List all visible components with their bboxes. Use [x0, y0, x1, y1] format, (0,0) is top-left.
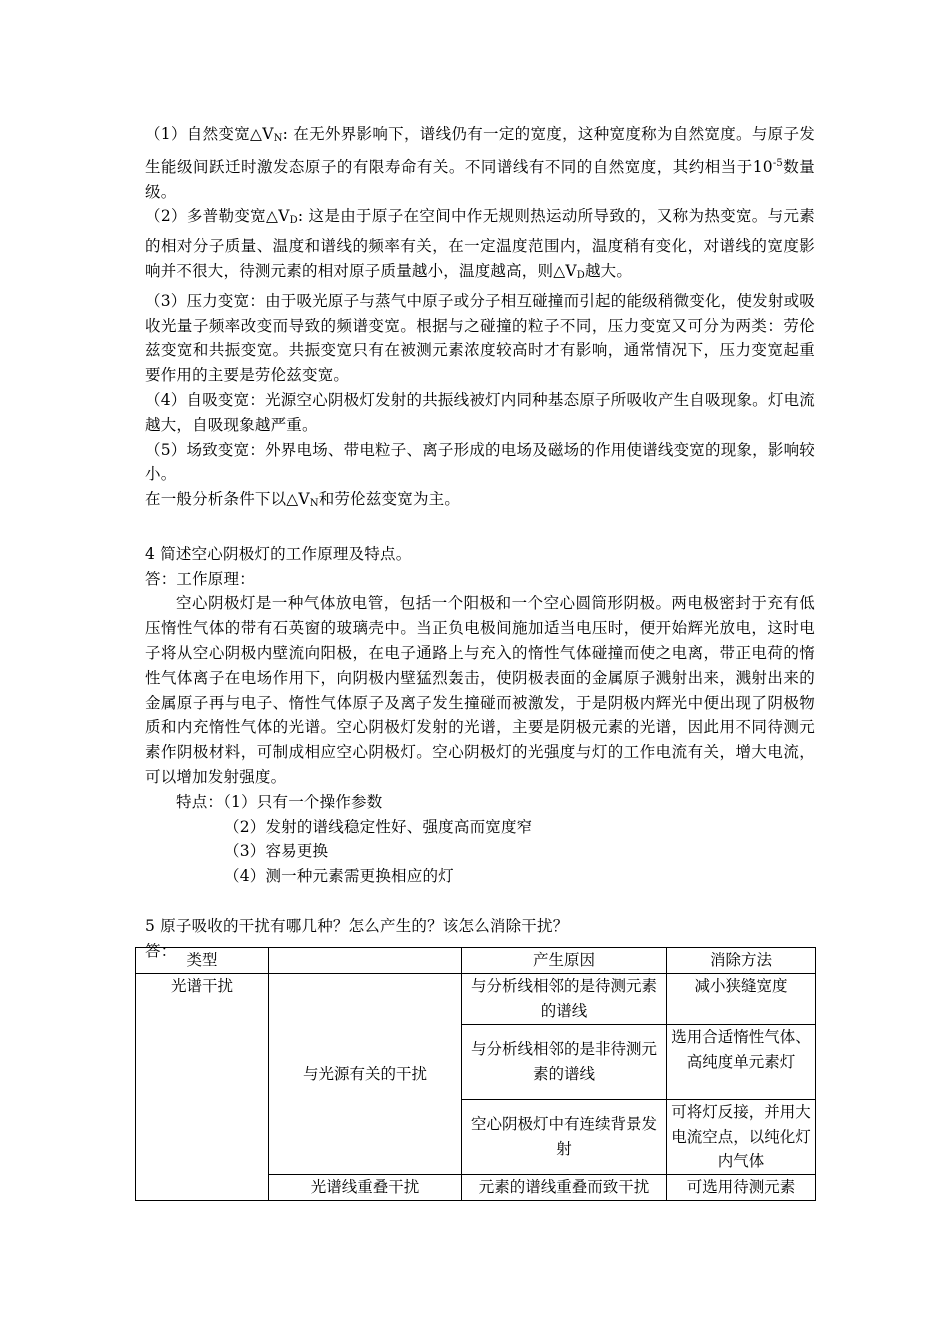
- table-cell-cause: 元素的谱线重叠而致干扰: [462, 1175, 667, 1201]
- table-cell-subtype: 与光源有关的干扰: [269, 973, 462, 1174]
- paragraph-doppler-broadening: （2）多普勒变宽$\triangle V_D$: 这是由于原子在空间中作无规则热运动所导致的，又称为热变宽。与元素的相对分子质量、温度和谱线的频率有关，在一定温度范围内，温度稍有变化，对谱线的宽度影响并不很大，待测元素的相对原子质量越小，温度越高，则$\triangle V_D$越大。: [145, 207, 815, 281]
- table-header-cell: 产生原因: [462, 948, 667, 974]
- table-cell-cause: 空心阴极灯中有连续背景发射: [462, 1099, 667, 1174]
- features-label: 特点：: [176, 792, 224, 811]
- paragraph-field-broadening: （5）场致变宽：外界电场、带电粒子、离子形成的电场及磁场的作用使谱线变宽的现象，影响较小。: [145, 440, 815, 484]
- question-5: 5 原子吸收的干扰有哪几种？怎么产生的？该怎么消除干扰？: [145, 916, 569, 935]
- paragraph-self-absorption: （4）自吸变宽：光源空心阴极灯发射的共振线被灯内同种基态原子所吸收产生自吸现象。灯电流越大，自吸现象越严重。: [145, 390, 815, 434]
- table-cell-remedy: 可将灯反接，并用大电流空点，以纯化灯内气体: [667, 1099, 816, 1174]
- document-body: [145, 122, 815, 963]
- paragraph-natural-broadening: （1）自然变宽$\triangle V_N$: 在无外界影响下，谱线仍有一定的宽度，这种宽度称为自然宽度。与原子发生能级间跃迁时激发态原子的有限寿命有关。不同谱线有不同的自然宽度，其约相当于$10^{-5}$数量级。: [145, 125, 816, 201]
- table-cell-subtype: 光谱线重叠干扰: [269, 1175, 462, 1201]
- answer-label-4: 答：工作原理：: [145, 569, 255, 588]
- paragraph-summary: 在一般分析条件下以$\triangle V_N$和劳伦兹变宽为主。: [145, 490, 461, 510]
- table-row: [136, 973, 816, 1024]
- feature-item: （4）测一种元素需更换相应的灯: [224, 867, 454, 886]
- feature-item: （2）发射的谱线稳定性好、强度高而宽度窄: [224, 817, 533, 836]
- table-cell-type: 光谱干扰: [136, 973, 269, 1200]
- question-4: 4 简述空心阴极灯的工作原理及特点。: [145, 544, 412, 563]
- table-cell-remedy: 选用合适惰性气体、高纯度单元素灯: [667, 1024, 816, 1099]
- table-cell-remedy: 可选用待测元素: [667, 1175, 816, 1201]
- table-cell-remedy: 减小狭缝宽度: [667, 973, 816, 1024]
- features-line-1: [145, 790, 815, 815]
- table-cell-cause: 与分析线相邻的是待测元素的谱线: [462, 973, 667, 1024]
- table-header-cell: 消除方法: [667, 948, 816, 974]
- table-header-row: [136, 948, 816, 974]
- table-cell-cause: 与分析线相邻的是非待测元素的谱线: [462, 1024, 667, 1099]
- interference-table: [135, 947, 816, 1201]
- answer-label-5: 答：: [145, 941, 177, 960]
- table-header-cell: [269, 948, 462, 974]
- feature-item: （1）只有一个操作参数: [223, 792, 383, 811]
- spacer: [145, 889, 815, 914]
- answer-4-body: 空心阴极灯是一种气体放电管，包括一个阳极和一个空心圆筒形阴极。两电极密封于充有低压惰性气体的带有石英窗的玻璃壳中。当正负电极间施加适当电压时，便开始辉光放电，这时电子将从空心阴极内壁流向阳极，在电子通路上与充入的惰性气体碰撞而使之电离，带正电荷的惰性气体离子在电场作用下，向阴极内壁猛烈轰击，使阴极表面的金属原子溅射出来，溅射出来的金属原子再与电子、惰性气体原子及离子发生撞碰而被激发，于是阴极内辉光中便出现了阴极物质和内充惰性气体的光谱。空心阴极灯发射的光谱，主要是阴极元素的光谱，因此用不同待测元素作阴极材料，可制成相应空心阴极灯。空心阴极灯的光强度与灯的工作电流有关，增大电流，可以增加发射强度。: [145, 594, 815, 786]
- table-header-cell: 类型: [136, 948, 269, 974]
- paragraph-pressure-broadening: （3）压力变宽：由于吸光原子与蒸气中原子或分子相互碰撞而引起的能级稍微变化，使发射或吸收光量子频率改变而导致的频谱变宽。根据与之碰撞的粒子不同，压力变宽又可分为两类：劳伦兹变宽和共振变宽。共振变宽只有在被测元素浓度较高时才有影响，通常情况下，压力变宽起重要作用的主要是劳伦兹变宽。: [145, 291, 815, 385]
- spacer: [145, 517, 815, 542]
- feature-item: （3）容易更换: [224, 842, 329, 861]
